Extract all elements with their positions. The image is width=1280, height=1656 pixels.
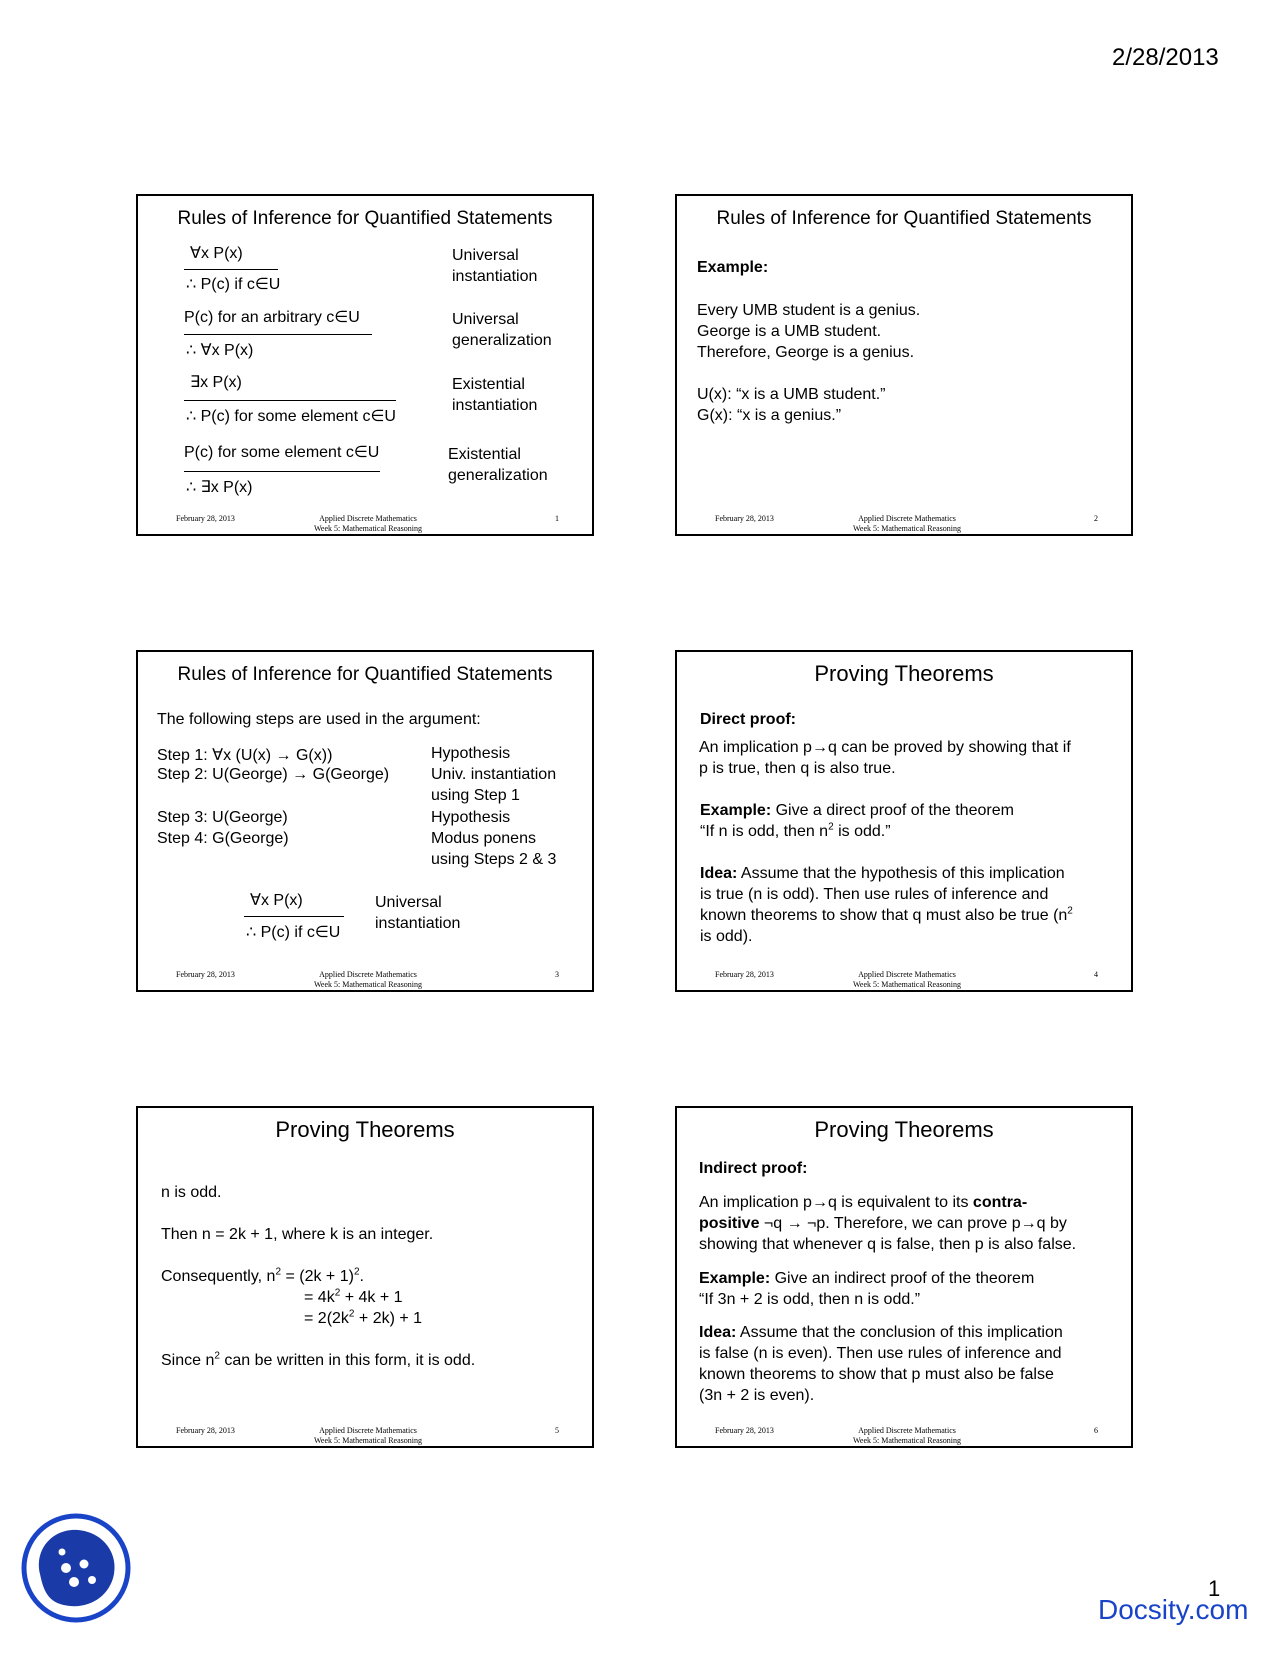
footer-date: February 28, 2013 — [176, 1426, 235, 1435]
example-line: Example: Give a direct proof of the theorem — [700, 802, 1014, 819]
slide-number: 1 — [555, 514, 559, 523]
footer-date: February 28, 2013 — [176, 970, 235, 979]
definition-line: G(x): “x is a genius.” — [697, 407, 842, 424]
rule-name: instantiation — [452, 397, 538, 414]
slide-title: Rules of Inference for Quantified Statements — [177, 664, 553, 685]
idea-line: is false (n is even). Then use rules of inference and — [699, 1345, 1062, 1362]
inference-line — [184, 400, 396, 401]
rule-conclusion: ∴ P(c) for some element c∈U — [186, 408, 396, 425]
rule-name: instantiation — [375, 915, 461, 932]
rule-conclusion: ∴ ∃x P(x) — [186, 479, 253, 496]
slide-number: 5 — [555, 1426, 559, 1435]
example-heading: Example: — [697, 259, 769, 276]
idea-line: Idea: Assume that the conclusion of this implication — [699, 1324, 1063, 1341]
step-reason: using Steps 2 & 3 — [431, 851, 557, 868]
slide-1 — [136, 194, 594, 536]
step-reason: Hypothesis — [431, 745, 511, 762]
step-reason: Modus ponens — [431, 830, 536, 847]
rule-premise: ∀x P(x) — [250, 892, 303, 909]
rule-premise: P(c) for some element c∈U — [184, 444, 380, 461]
idea-line: is odd). — [700, 928, 753, 945]
slide-title: Proving Theorems — [814, 661, 994, 686]
equation-line: Consequently, $n^2 = (2k + 1)^2$. — [161, 1266, 364, 1285]
proof-step: Step 4: G(George) — [157, 830, 289, 847]
equation-line: = $2(2k^2 + 2k) + 1$ — [304, 1308, 423, 1327]
rule-name: Universal — [452, 311, 519, 328]
rule-conclusion: ∴ ∀x P(x) — [186, 342, 254, 359]
rule-premise: ∃x P(x) — [190, 374, 242, 391]
footer-date: February 28, 2013 — [176, 514, 235, 523]
proof-step: Step 1: ∀x (U(x) → G(x)) — [157, 747, 333, 764]
rule-name: Existential — [452, 376, 525, 393]
intro-text: The following steps are used in the argument: — [157, 711, 481, 728]
section-heading: Indirect proof: — [699, 1160, 808, 1177]
docsity-brand-link[interactable]: Docsity.com — [1098, 1594, 1249, 1625]
rule-name: Existential — [448, 446, 521, 463]
rule-premise: P(c) for an arbitrary c∈U — [184, 309, 360, 326]
footer-date: February 28, 2013 — [715, 514, 774, 523]
slide-number: 4 — [1094, 970, 1098, 979]
slide-title: Proving Theorems — [275, 1117, 455, 1142]
text-line: Then n = 2k + 1, where k is an integer. — [161, 1226, 434, 1243]
slide-4 — [675, 650, 1133, 992]
step-reason: using Step 1 — [431, 787, 520, 804]
rule-conclusion: ∴ P(c) if c∈U — [186, 276, 281, 293]
rule-name: instantiation — [452, 268, 538, 285]
text-line: p is true, then q is also true. — [699, 760, 896, 777]
slide-2 — [675, 194, 1133, 536]
docsity-logo-icon — [20, 1512, 132, 1624]
inference-line — [184, 269, 278, 270]
idea-line: known theorems to show that p must also be false — [699, 1366, 1054, 1383]
footer-date: February 28, 2013 — [715, 1426, 774, 1435]
footer-course: Applied Discrete Mathematics Week 5: Mathematical Reasoning — [853, 970, 961, 989]
example-quote: “If n is odd, then $n^2$ is odd.” — [700, 821, 891, 840]
page-date: 2/28/2013 — [1112, 44, 1219, 71]
footer-course: Applied Discrete Mathematics Week 5: Mathematical Reasoning — [314, 514, 422, 533]
idea-line: is true (n is odd). Then use rules of inference and — [700, 886, 1049, 903]
inference-line — [244, 916, 344, 917]
proof-step: Step 3: U(George) — [157, 809, 288, 826]
example-line: Example: Give an indirect proof of the theorem — [699, 1270, 1035, 1287]
slide-title: Rules of Inference for Quantified Statements — [177, 208, 553, 229]
slide-number: 3 — [555, 970, 559, 979]
idea-line: (3n + 2 is even). — [699, 1387, 815, 1404]
slide-3 — [136, 650, 594, 992]
text-line: Since $n^2$ can be written in this form, it is odd. — [161, 1350, 476, 1369]
slide-5 — [136, 1106, 594, 1448]
text-line: An implication p→q is equivalent to its contra- — [699, 1194, 1028, 1211]
equation-line: = $4k^2 + 4k + 1$ — [304, 1287, 403, 1306]
footer-course: Applied Discrete Mathematics Week 5: Mathematical Reasoning — [853, 514, 961, 533]
page-number: 1 — [1208, 1576, 1221, 1601]
slide-title: Proving Theorems — [814, 1117, 994, 1142]
footer-course: Applied Discrete Mathematics Week 5: Mathematical Reasoning — [314, 1426, 422, 1445]
rule-name: generalization — [448, 467, 548, 484]
idea-line: known theorems to show that q must also be true ($n^2$ — [700, 905, 1073, 924]
proof-step: Step 2: U(George) → G(George) — [157, 766, 390, 783]
rule-premise: ∀x P(x) — [190, 245, 243, 262]
rule-name: Universal — [452, 247, 519, 264]
text-line: George is a UMB student. — [697, 323, 882, 340]
idea-line: Idea: Assume that the hypothesis of this implication — [700, 865, 1065, 882]
slide-number: 2 — [1094, 514, 1098, 523]
step-reason: Univ. instantiation — [431, 766, 557, 783]
slide-6 — [675, 1106, 1133, 1448]
text-line: An implication p→q can be proved by showing that if — [699, 739, 1071, 756]
text-line: positive ¬q → ¬p. Therefore, we can prove p→q by — [699, 1215, 1067, 1232]
footer-course: Applied Discrete Mathematics Week 5: Mathematical Reasoning — [314, 970, 422, 989]
step-reason: Hypothesis — [431, 809, 511, 826]
text-line: Every UMB student is a genius. — [697, 302, 921, 319]
inference-line — [184, 334, 372, 335]
text-line: showing that whenever q is false, then p is also false. — [699, 1236, 1077, 1253]
rule-name: Universal — [375, 894, 442, 911]
text-line: n is odd. — [161, 1184, 222, 1201]
rule-conclusion: ∴ P(c) if c∈U — [246, 924, 341, 941]
rule-name: generalization — [452, 332, 552, 349]
slide-number: 6 — [1094, 1426, 1098, 1435]
footer-course: Applied Discrete Mathematics Week 5: Mathematical Reasoning — [853, 1426, 961, 1445]
inference-line — [184, 471, 380, 472]
example-quote: “If 3n + 2 is odd, then n is odd.” — [699, 1291, 921, 1308]
footer-date: February 28, 2013 — [715, 970, 774, 979]
definition-line: U(x): “x is a UMB student.” — [697, 386, 886, 403]
slide-title: Rules of Inference for Quantified Statements — [716, 208, 1092, 229]
section-heading: Direct proof: — [700, 711, 796, 728]
text-line: Therefore, George is a genius. — [697, 344, 915, 361]
